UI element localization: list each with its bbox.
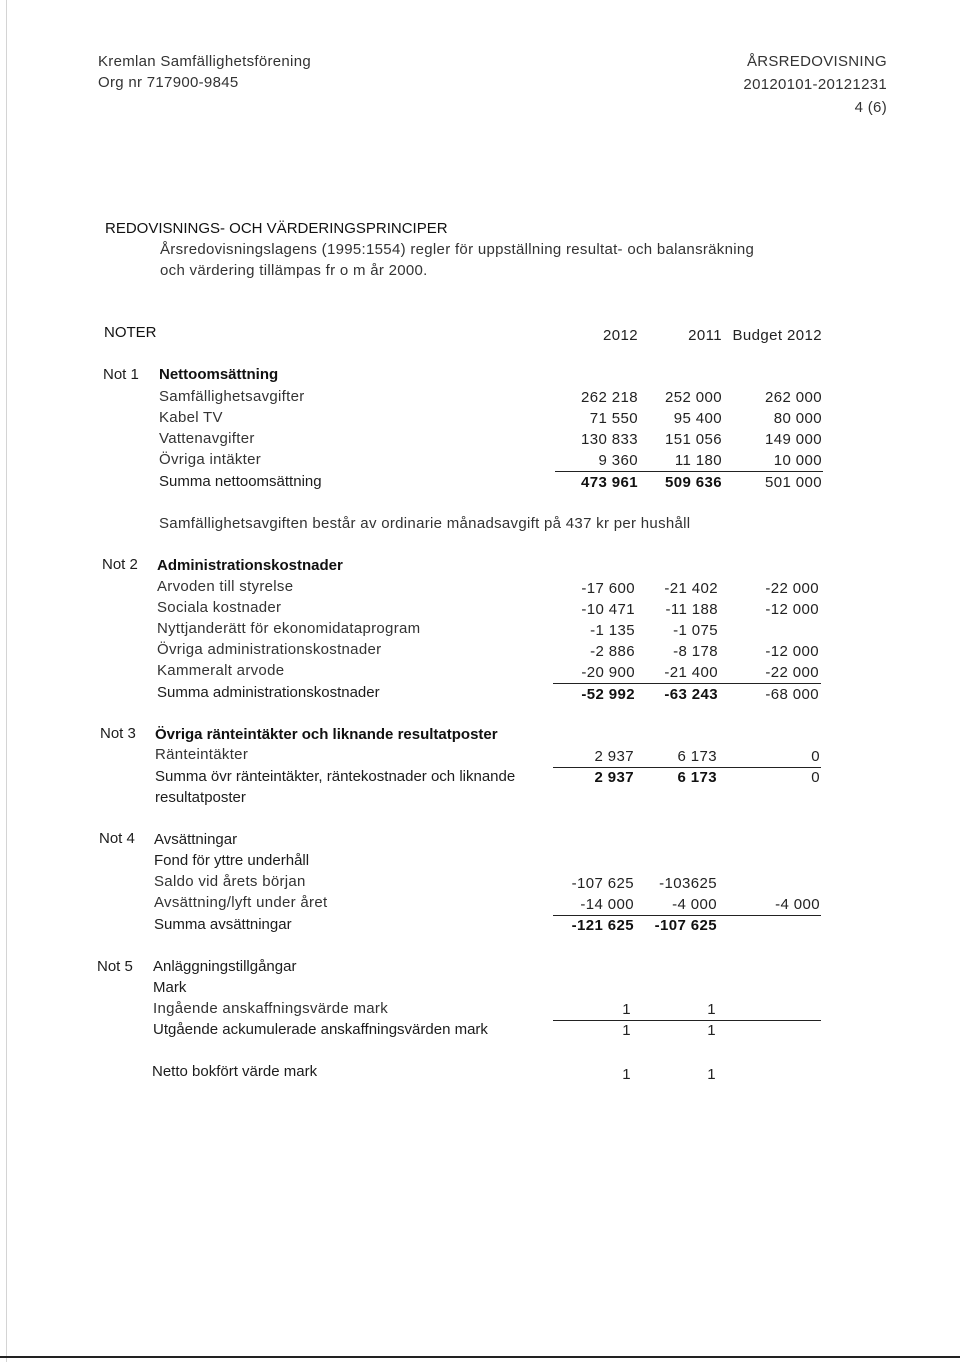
note-3-sum-budget: 0: [811, 769, 820, 786]
note-1-row-2011: 95 400: [673, 410, 722, 427]
note-2-row-budget: -22 000: [765, 580, 819, 597]
note-4-row-2012: -14 000: [580, 896, 634, 913]
note-3-sum-name-continued: resultatposter: [155, 789, 246, 806]
note-4-sum-rule: [553, 915, 821, 916]
note-5-sum-name: Utgående ackumulerade anskaffningsvärden mark: [153, 1021, 488, 1038]
note-1-row-budget: 10 000: [773, 452, 822, 469]
note-1-row-2011: 151 056: [664, 431, 722, 448]
note-4-subtitle: Fond för yttre underhåll: [154, 852, 310, 869]
note-2-row-name: Sociala kostnader: [157, 599, 282, 616]
note-3-label: Not 3: [100, 725, 136, 742]
note-5-sum-rule: [553, 1020, 821, 1021]
note-1-sum-2011: 509 636: [664, 474, 722, 491]
note-2-sum-rule: [553, 683, 821, 684]
note-3-sum-rule: [553, 767, 821, 768]
principles-text-line2: och värdering tillämpas fr o m år 2000.: [160, 262, 428, 279]
note-1-row-name: Kabel TV: [159, 409, 223, 426]
note-5-label: Not 5: [97, 958, 133, 975]
column-header-2011: 2011: [688, 327, 722, 344]
page-number: 4 (6): [854, 99, 887, 116]
page-edge-left: [6, 0, 7, 1362]
note-3-sum-name: Summa övr ränteintäkter, räntekostnader och liknande: [155, 768, 516, 785]
note-2-row-budget: -12 000: [765, 601, 819, 618]
note-1-row-2012: 262 218: [580, 389, 638, 406]
note-1-sum-budget: 501 000: [764, 474, 822, 491]
note-2-row-name: Kammeralt arvode: [157, 662, 285, 679]
note-1-title: Nettoomsättning: [159, 366, 279, 383]
principles-heading: REDOVISNINGS- OCH VÄRDERINGSPRINCIPER: [105, 220, 448, 237]
note-1-remark: Samfällighetsavgiften består av ordinarie månadsavgift på 437 kr per hushåll: [159, 515, 691, 532]
notes-heading: NOTER: [104, 324, 157, 341]
note-1-row-name: Samfällighetsavgifter: [159, 388, 305, 405]
document-title: ÅRSREDOVISNING: [746, 53, 887, 70]
report-period: 20120101-20121231: [743, 76, 887, 93]
note-2-sum-2012: -52 992: [581, 686, 635, 703]
note-1-row-budget: 149 000: [764, 431, 822, 448]
note-2-row-2011: -21 402: [664, 580, 718, 597]
note-1-row-2012: 130 833: [580, 431, 638, 448]
note-4-row-2011: -4 000: [672, 896, 717, 913]
note-3-row-2011: 6 173: [677, 748, 717, 765]
note-1-row-budget: 80 000: [773, 410, 822, 427]
note-2-sum-name: Summa administrationskostnader: [157, 684, 380, 701]
principles-text-line1: Årsredovisningslagens (1995:1554) regler för uppställning resultat- och balansräkning: [160, 241, 755, 258]
note-2-row-name: Övriga administrationskostnader: [157, 641, 382, 658]
note-4-row-budget: -4 000: [775, 896, 820, 913]
note-2-row-2011: -21 400: [664, 664, 718, 681]
note-1-row-2011: 11 180: [674, 452, 722, 469]
note-3-row-name: Ränteintäkter: [155, 746, 249, 763]
note-3-sum-2012: 2 937: [594, 769, 634, 786]
note-2-row-2011: -11 188: [665, 601, 718, 618]
note-2-sum-2011: -63 243: [664, 686, 718, 703]
note-5-net-2011: 1: [707, 1066, 716, 1083]
note-3-sum-2011: 6 173: [677, 769, 717, 786]
note-1-row-name: Vattenavgifter: [159, 430, 255, 447]
note-4-row-2012: -107 625: [571, 875, 634, 892]
note-5-sum-2012: 1: [622, 1022, 631, 1039]
note-4-sum-2012: -121 625: [571, 917, 634, 934]
note-3-row-budget: 0: [811, 748, 820, 765]
note-1-sum-name: Summa nettoomsättning: [159, 473, 322, 490]
note-5-net-name: Netto bokfört värde mark: [152, 1063, 318, 1080]
note-4-row-name: Saldo vid årets början: [154, 873, 306, 890]
note-1-sum-2012: 473 961: [580, 474, 638, 491]
note-2-row-name: Nyttjanderätt för ekonomidataprogram: [157, 620, 421, 637]
note-1-row-name: Övriga intäkter: [159, 451, 262, 468]
note-2-row-budget: -22 000: [765, 664, 819, 681]
note-5-subtitle: Mark: [153, 979, 187, 996]
note-5-sum-2011: 1: [707, 1022, 716, 1039]
note-2-label: Not 2: [102, 556, 138, 573]
column-header-2012: 2012: [603, 327, 638, 344]
note-2-row-2012: -10 471: [581, 601, 635, 618]
note-2-row-2011: -8 178: [673, 643, 718, 660]
note-2-row-2012: -1 135: [590, 622, 635, 639]
note-5-title: Anläggningstillgångar: [153, 958, 297, 975]
note-5-row-name: Ingående anskaffningsvärde mark: [153, 1000, 389, 1017]
note-1-row-2012: 9 360: [598, 452, 638, 469]
note-2-row-2012: -17 600: [581, 580, 635, 597]
note-2-row-budget: -12 000: [765, 643, 819, 660]
note-4-sum-2011: -107 625: [654, 917, 717, 934]
org-number: Org nr 717900-9845: [98, 74, 239, 91]
note-2-row-name: Arvoden till styrelse: [157, 578, 294, 595]
note-4-row-2011: -103625: [659, 875, 717, 892]
note-2-row-2011: -1 075: [673, 622, 718, 639]
note-3-row-2012: 2 937: [594, 748, 634, 765]
note-2-title: Administrationskostnader: [157, 557, 343, 574]
column-header-budget: Budget 2012: [732, 327, 822, 344]
note-4-sum-name: Summa avsättningar: [154, 916, 292, 933]
note-2-row-2012: -20 900: [581, 664, 635, 681]
note-1-sum-rule: [555, 471, 823, 472]
note-1-label: Not 1: [103, 366, 139, 383]
note-3-title: Övriga ränteintäkter och liknande resultatposter: [155, 726, 498, 743]
note-2-sum-budget: -68 000: [765, 686, 819, 703]
note-5-net-2012: 1: [622, 1066, 631, 1083]
note-4-row-name: Avsättning/lyft under året: [154, 894, 328, 911]
page-edge-bottom: [0, 1356, 960, 1358]
note-4-title: Avsättningar: [154, 831, 238, 848]
note-5-row-2012: 1: [622, 1001, 631, 1018]
note-1-row-2011: 252 000: [664, 389, 722, 406]
note-2-row-2012: -2 886: [590, 643, 635, 660]
org-name: Kremlan Samfällighetsförening: [98, 53, 311, 70]
note-1-row-2012: 71 550: [589, 410, 638, 427]
note-4-label: Not 4: [99, 830, 135, 847]
note-1-row-budget: 262 000: [764, 389, 822, 406]
note-5-row-2011: 1: [707, 1001, 716, 1018]
